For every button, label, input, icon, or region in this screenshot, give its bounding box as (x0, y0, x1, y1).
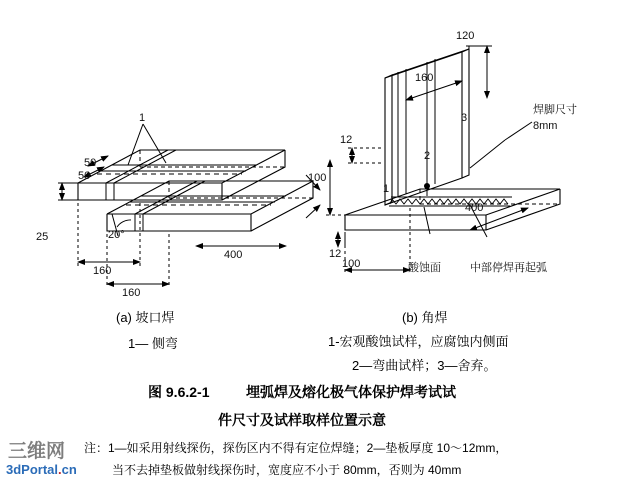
caption-a-groove-weld: (a) 坡口焊 (116, 310, 175, 325)
dim-label-400-right: 400 (465, 202, 484, 214)
dim-label-100-bottom: 100 (342, 258, 361, 270)
dim-label-1-left: 1 (139, 112, 146, 124)
dim-label-12-bottom: 12 (329, 248, 342, 260)
watermark-bottom-suffix: cn (61, 462, 77, 477)
watermark-bottom-dot: . (58, 462, 62, 477)
caption-a-sub: 1— 侧弯 (128, 336, 178, 351)
dim-label-160-a: 160 (93, 265, 112, 277)
watermark-top: 三维网 (8, 441, 66, 462)
dim-label-160-right: 160 (415, 72, 434, 84)
legend-line-1: 1-宏观酸蚀试样，应腐蚀内侧面 (328, 334, 509, 349)
dim-label-25: 25 (36, 231, 49, 243)
dim-label-120: 120 (456, 30, 475, 42)
dim-label-50-a: 50 (84, 157, 97, 169)
figure-number: 图 9.6.2-1 (148, 384, 210, 400)
dim-label-100-left: 100 (308, 172, 327, 184)
dim-label-12-top: 12 (340, 134, 353, 146)
legend-line-2: 2—弯曲试样；3—舍弃。 (352, 358, 497, 373)
part-label-3: 3 (461, 112, 468, 124)
leader-etch-face: 酸蚀面 (408, 262, 441, 274)
dim-label-20-deg: 20° (108, 229, 125, 241)
note-line-1: 注：1—如采用射线探伤，探伤区内不得有定位焊缝；2—垫板厚度 10～12mm， (84, 441, 508, 455)
watermark-bottom (6, 462, 77, 477)
dim-label-160-b: 160 (122, 287, 141, 299)
part-label-2: 2 (424, 150, 431, 162)
note-line-2: 当不去掉垫板做射线探伤时，宽度应不小于 80mm，否则为 40mm (112, 463, 462, 477)
figure-title-line2: 件尺寸及试样取样位置示意 (218, 412, 386, 428)
watermark-bottom-prefix: 3dPortal (6, 462, 59, 477)
leader-restart: 中部停焊再起弧 (470, 262, 547, 274)
part-label-1-right: 1 (383, 183, 390, 195)
dim-label-400-left: 400 (224, 249, 243, 261)
figure-title-line1: 埋弧焊及熔化极气体保护焊考试试 (246, 384, 456, 400)
leader-weld-size-line1: 焊脚尺寸 (533, 104, 577, 116)
dim-label-50-b: 50 (78, 170, 91, 182)
leader-weld-size-line2: 8mm (533, 120, 558, 132)
caption-b-fillet-weld: (b) 角焊 (402, 310, 448, 325)
